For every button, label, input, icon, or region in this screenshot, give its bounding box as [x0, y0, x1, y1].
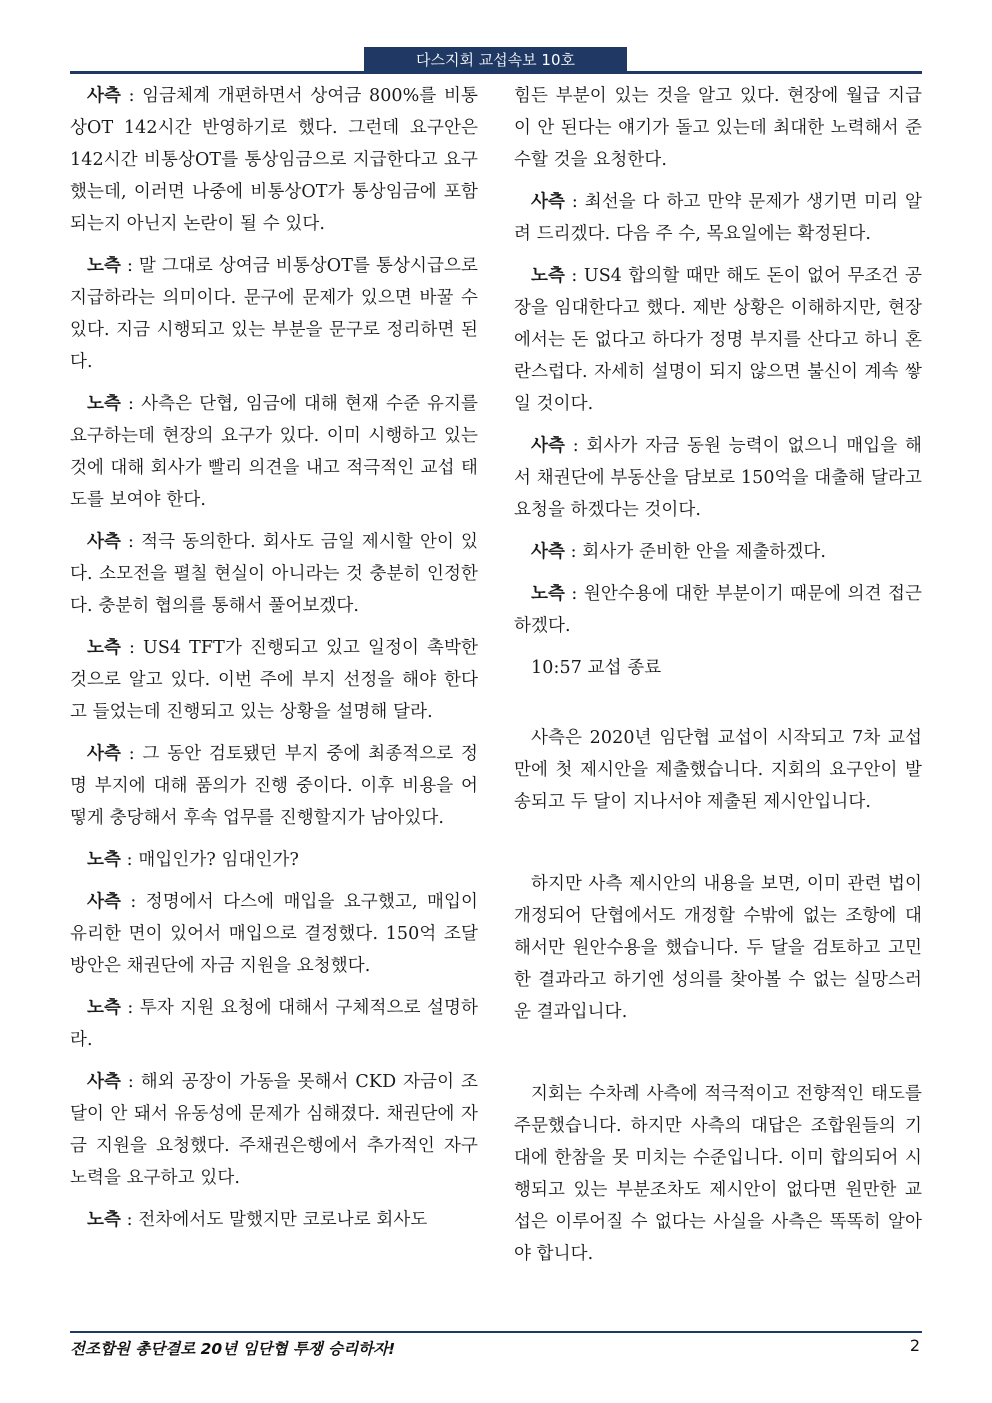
dialogue-paragraph: [70, 886, 478, 982]
dialogue-paragraph: [70, 1204, 478, 1236]
separator: :: [121, 744, 143, 764]
speaker-label: 노측: [87, 998, 122, 1018]
dialogue-text: 전차에서도 말했지만 코로나로 회사도: [138, 1210, 428, 1230]
right-column: [514, 80, 922, 1280]
dialogue-text: 말 그대로 상여금 비통상OT를 통상시급으로 지급하라는 의미이다. 문구에 문제가 있으면 바꿀 수 있다. 지금 시행되고 있는 부분을 문구로 정리하면 된다.: [70, 256, 478, 372]
dialogue-text: 회사가 자금 동원 능력이 없으니 매입을 해서 채권단에 부동산을 담보로 150억을 대출해 달라고 요청을 하겠다는 것이다.: [514, 436, 923, 520]
speaker-label: 사측: [87, 1072, 122, 1092]
separator: :: [121, 532, 142, 552]
dialogue-text: 투자 지원 요청에 대해서 구체적으로 설명하라.: [70, 998, 478, 1050]
spacer: [514, 1038, 922, 1078]
speaker-label: 사측: [531, 542, 566, 562]
footer-slogan: 전조합원 총단결로 20년 임단협 투쟁 승리하자!: [70, 1340, 396, 1358]
newsletter-title: 다스지회 교섭속보 10호: [364, 47, 627, 73]
commentary-paragraph: 사측은 2020년 임단협 교섭이 시작되고 7차 교섭 만에 첫 제시안을 제출했습니다. 지회의 요구안이 발송되고 두 달이 지나서야 제출된 제시안입니다.: [514, 728, 922, 812]
separator: :: [121, 892, 146, 912]
separator: :: [565, 584, 584, 604]
speaker-label: 노측: [87, 394, 122, 414]
dialogue-text: 최선을 다 하고 만약 문제가 생기면 미리 알려 드리겠다. 다음 주 수, 목요일에는 확정된다.: [514, 192, 922, 244]
separator: :: [121, 1072, 141, 1092]
dialogue-paragraph: [70, 80, 478, 240]
speaker-label: 사측: [531, 192, 566, 212]
dialogue-text: 정명에서 다스에 매입을 요구했고, 매입이 유리한 면이 있어서 매입으로 결정했다. 150억 조달 방안은 채권단에 자금 지원을 요청했다.: [70, 892, 478, 976]
dialogue-text: 10:57 교섭 종료: [531, 658, 662, 678]
dialogue-text: US4 TFT가 진행되고 있고 일정이 촉박한 것으로 알고 있다. 이번 주에 부지 선정을 해야 한다고 들었는데 진행되고 있는 상황을 설명해 달라.: [70, 638, 478, 722]
separator: :: [565, 266, 584, 286]
dialogue-text: US4 합의할 때만 해도 돈이 없어 무조건 공장을 임대한다고 했다. 제반 상황은 이해하지만, 현장에서는 돈 없다고 하다가 정명 부지를 산다고 하니 혼란스럽다. 자세히 설명이 되지 않으면 불신이 계속 쌓일 것이다.: [514, 266, 922, 414]
speaker-label: 사측: [87, 892, 122, 912]
commentary-paragraph: 지회는 수차례 사측에 적극적이고 전향적인 태도를 주문했습니다. 하지만 사측의 대답은 조합원들의 기대에 한참을 못 미치는 수준입니다. 이미 합의되어 시행되고 있는 부분조차도 제시안이 없다면 원만한 교섭은 이루어질 수 없다는 사실을 사측은 똑똑히 알아야 합니다.: [514, 1084, 922, 1264]
page-number: 2: [909, 1336, 920, 1355]
speaker-label: 노측: [531, 584, 566, 604]
speaker-label: 사측: [87, 86, 122, 106]
speaker-label: 노측: [87, 638, 122, 658]
dialogue-continuation: [514, 80, 922, 176]
dialogue-text: 그 동안 검토됐던 부지 중에 최종적으로 정명 부지에 대해 품의가 진행 중이다. 이후 비용을 어떻게 충당해서 후속 업무를 진행할지가 남아있다.: [70, 744, 479, 828]
dialogue-paragraph: [70, 250, 478, 378]
speaker-label: 사측: [531, 436, 566, 456]
dialogue-text: 원안수용에 대한 부분이기 때문에 의견 접근 하겠다.: [514, 584, 922, 636]
dialogue-text: 적극 동의한다. 회사도 금일 제시할 안이 있다. 소모전을 펼칠 현실이 아니라는 것 충분히 인정한다. 충분히 협의를 통해서 풀어보겠다.: [70, 532, 478, 616]
separator: :: [121, 638, 143, 658]
footer-divider: [70, 1331, 922, 1333]
separator: :: [121, 86, 143, 106]
dialogue-paragraph: [70, 738, 478, 834]
dialogue-paragraph: [514, 260, 922, 420]
separator: :: [121, 394, 142, 414]
dialogue-text: 임금체계 개편하면서 상여금 800%를 비통상OT 142시간 반영하기로 했다. 그런데 요구안은 142시간 비통상OT를 통상임금으로 지급한다고 요구했는데, 이러면 나중에 비통상OT가 통상임금에 포함되는지 아닌지 논란이 될 수 있다.: [70, 86, 478, 234]
speaker-label: 사측: [87, 744, 122, 764]
dialogue-paragraph: [70, 526, 478, 622]
separator: :: [121, 850, 139, 870]
dialogue-paragraph: [70, 632, 478, 728]
dialogue-paragraph: [70, 992, 478, 1056]
speaker-label: 노측: [87, 256, 122, 276]
dialogue-paragraph: [70, 844, 478, 876]
dialogue-paragraph: [70, 388, 478, 516]
dialogue-paragraph: [514, 578, 922, 642]
dialogue-text: 회사가 준비한 안을 제출하겠다.: [582, 542, 827, 562]
spacer: [514, 694, 922, 722]
speaker-label: 노측: [87, 850, 122, 870]
separator: :: [565, 436, 587, 456]
dialogue-paragraph: [514, 430, 922, 526]
separator: :: [565, 542, 583, 562]
speaker-label: 노측: [531, 266, 566, 286]
dialogue-paragraph: [70, 1066, 478, 1194]
separator: :: [121, 256, 139, 276]
dialogue-text: 힘든 부분이 있는 것을 알고 있다. 현장에 월급 지급이 안 된다는 얘기가 돌고 있는데 최대한 노력해서 준수할 것을 요청한다.: [514, 86, 922, 170]
separator: :: [121, 998, 140, 1018]
header-divider: [70, 71, 922, 74]
separator: :: [121, 1210, 139, 1230]
dialogue-text: 해외 공장이 가동을 못해서 CKD 자금이 조달이 안 돼서 유동성에 문제가 심해졌다. 채권단에 자금 지원을 요청했다. 주채권은행에서 추가적인 자구노력을 요구하고 있다.: [70, 1072, 478, 1188]
spacer: [514, 828, 922, 868]
dialogue-paragraph: [514, 186, 922, 250]
left-column: [70, 80, 478, 1246]
commentary-paragraph: 하지만 사측 제시안의 내용을 보면, 이미 관련 법이 개정되어 단협에서도 개정할 수밖에 없는 조항에 대해서만 원안수용을 했습니다. 두 달을 검토하고 고민한 결과라고 하기엔 성의를 찾아볼 수 없는 실망스러운 결과입니다.: [514, 874, 922, 1022]
speaker-label: 노측: [87, 1210, 122, 1230]
dialogue-text: 사측은 단협, 임금에 대해 현재 수준 유지를 요구하는데 현장의 요구가 있다. 이미 시행하고 있는 것에 대해 회사가 빨리 의견을 내고 적극적인 교섭 태도를 보여야 한다.: [70, 394, 478, 510]
dialogue-paragraph: [514, 536, 922, 568]
session-end-note: [514, 652, 922, 684]
speaker-label: 사측: [87, 532, 122, 552]
dialogue-text: 매입인가? 임대인가?: [138, 850, 300, 870]
separator: :: [565, 192, 585, 212]
